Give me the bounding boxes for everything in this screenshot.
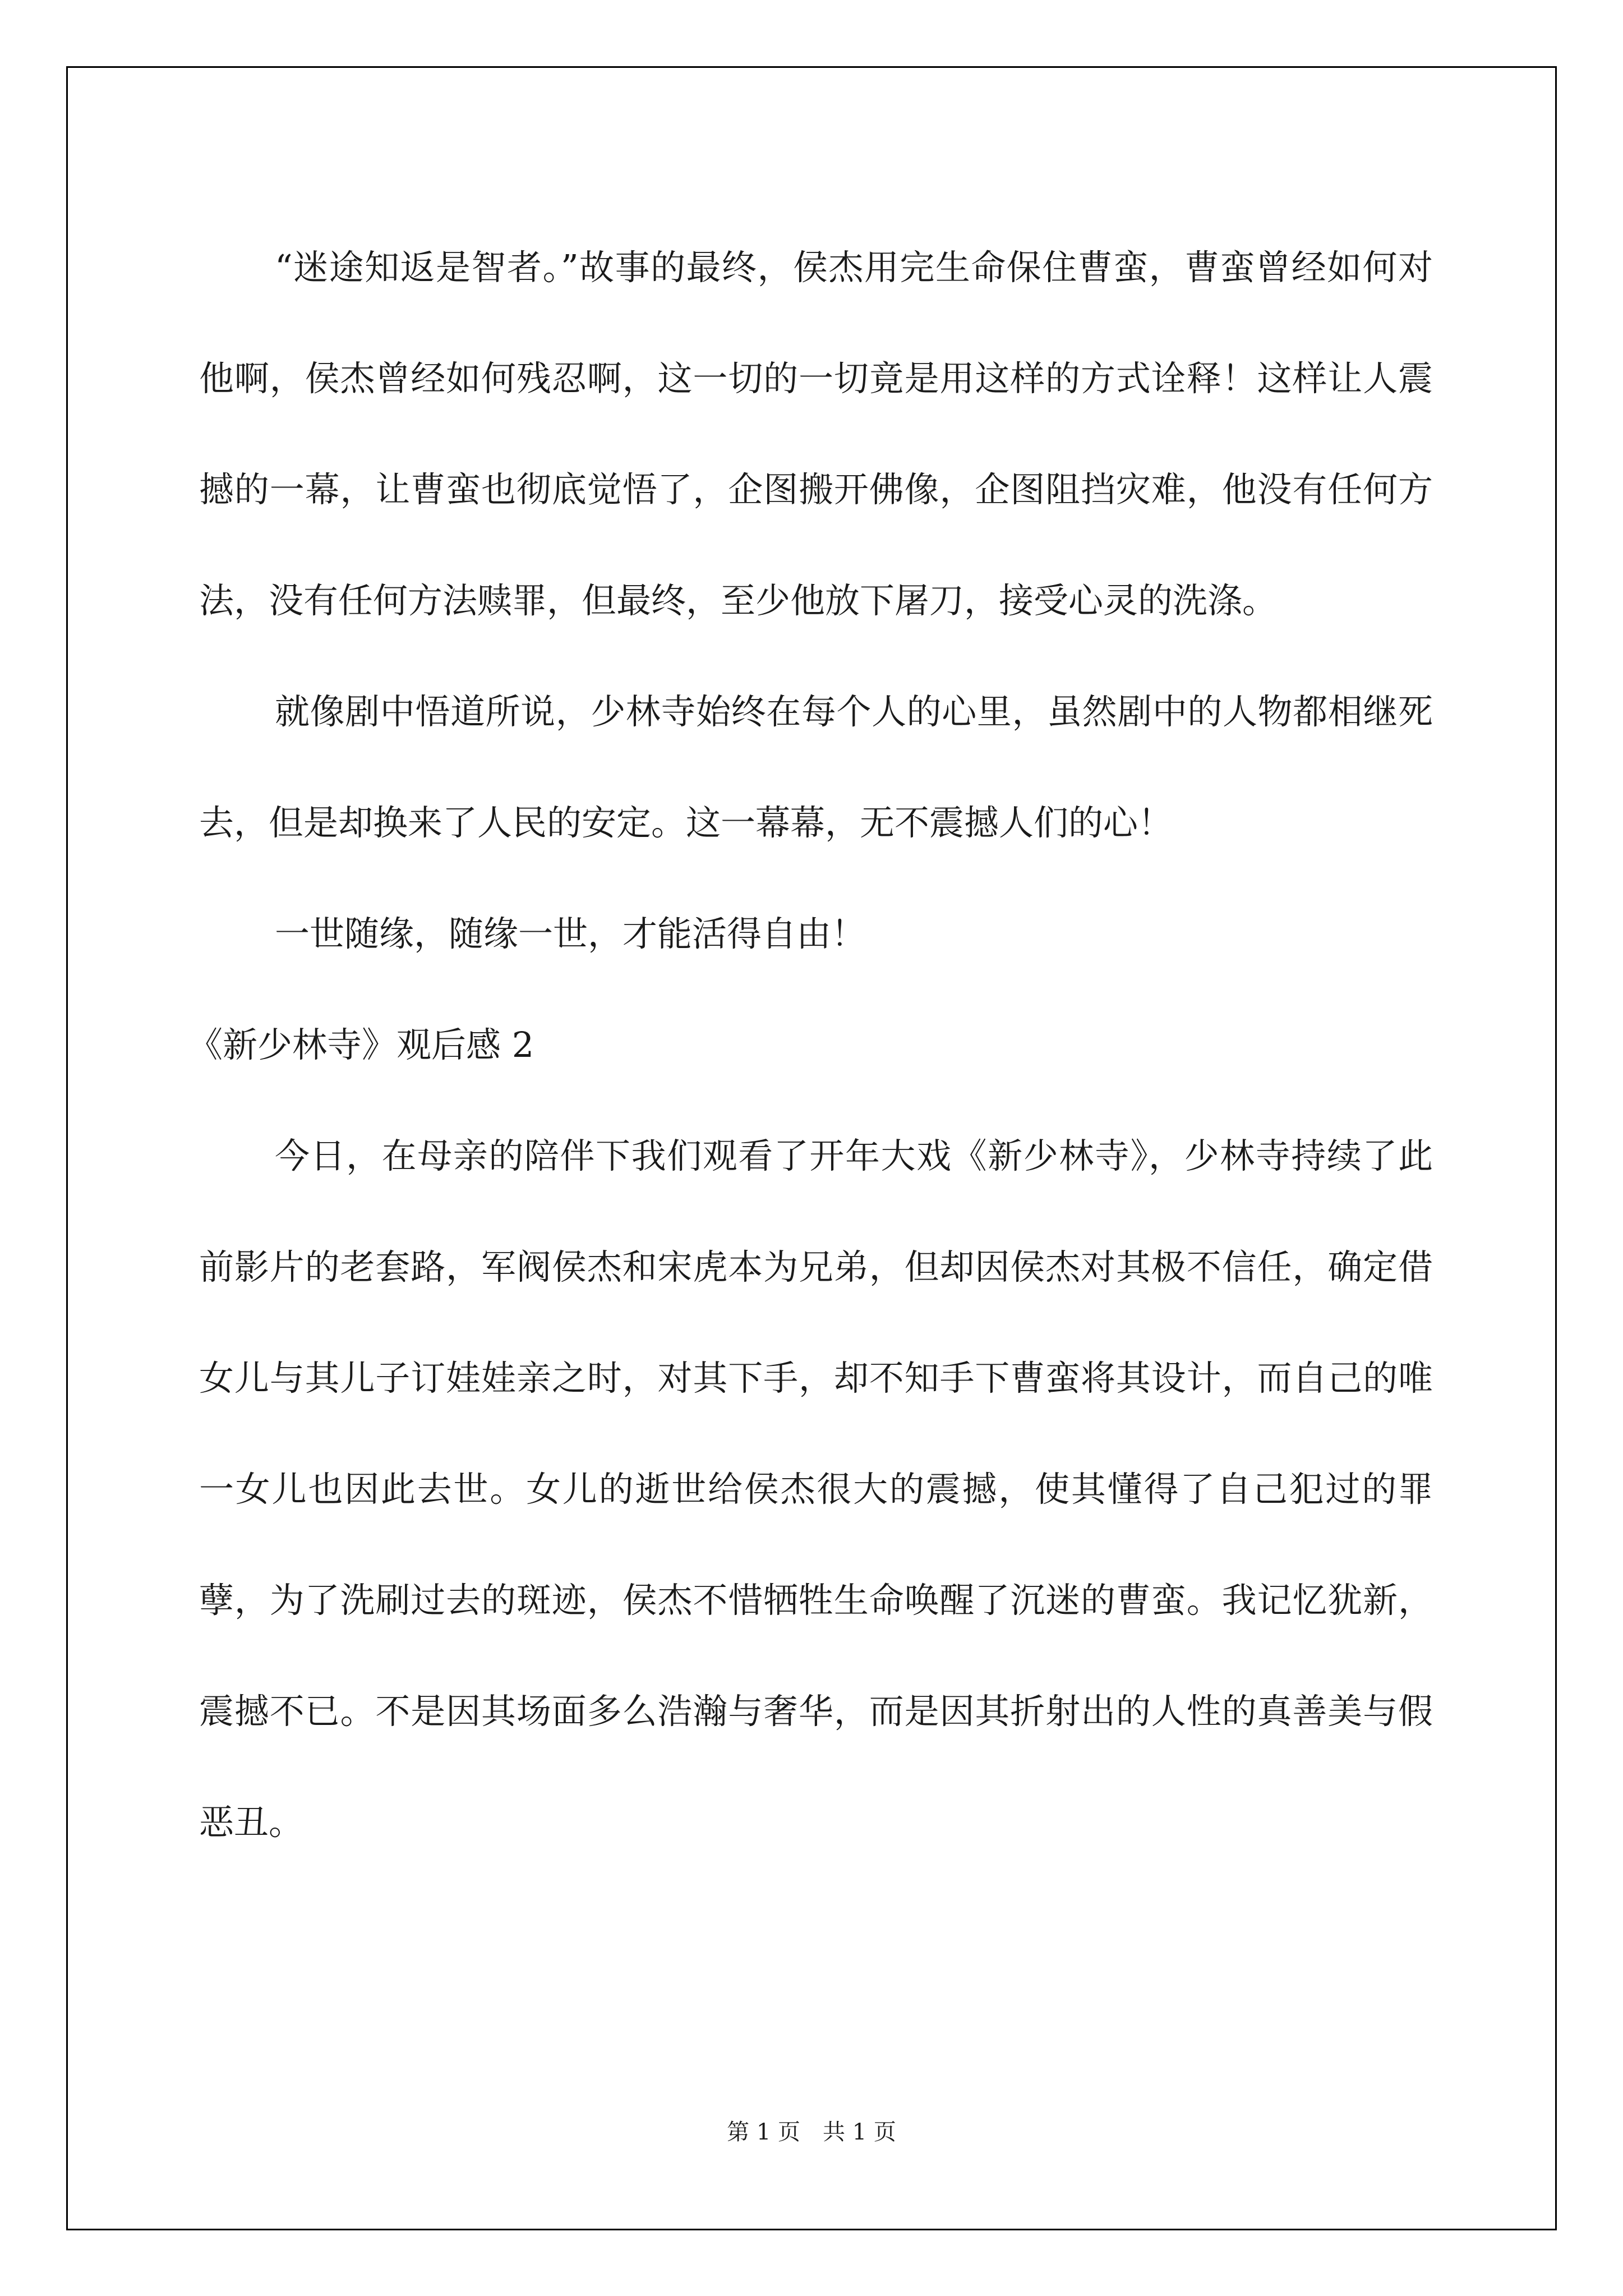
- section-heading: 《新少林寺》观后感 2: [188, 1024, 534, 1065]
- paragraph-1: “迷途知返是智者。”故事的最终，侯杰用完生命保住曹蛮，曹蛮曾经如何对他啊，侯杰曾经如何残忍啊，这一切的一切竟是用这样的方式诠释！这样让人震撼的一幕，让曹蛮也彻底觉悟了，企图搬开佛像，企图阻挡灾难，他没有任何方法，没有任何方法赎罪，但最终，至少他放下屠刀，接受心灵的洗涤。: [199, 247, 1433, 621]
- page-number: 第 1 页: [727, 2119, 800, 2145]
- paragraph-2: 就像剧中悟道所说，少林寺始终在每个人的心里，虽然剧中的人物都相继死去，但是却换来了人民的安定。这一幕幕，无不震撼人们的心！: [199, 691, 1433, 843]
- page-footer: [0, 2118, 1623, 2146]
- page-total: 共 1 页: [823, 2119, 896, 2145]
- paragraph-4: 今日，在母亲的陪伴下我们观看了开年大戏《新少林寺》，少林寺持续了此前影片的老套路，军阀侯杰和宋虎本为兄弟，但却因侯杰对其极不信任，确定借女儿与其儿子订娃娃亲之时，对其下手，却不知手下曹蛮将其设计，而自己的唯一女儿也因此去世。女儿的逝世给侯杰很大的震撼，使其懂得了自己犯过的罪孽，为了洗刷过去的斑迹，侯杰不惜牺牲生命唤醒了沉迷的曹蛮。我记忆犹新，震撼不已。不是因其场面多么浩瀚与奢华，而是因其折射出的人性的真善美与假恶丑。: [199, 1135, 1433, 1843]
- document-body: [188, 212, 1433, 1878]
- paragraph-3: 一世随缘，随缘一世，才能活得自由！: [275, 913, 866, 954]
